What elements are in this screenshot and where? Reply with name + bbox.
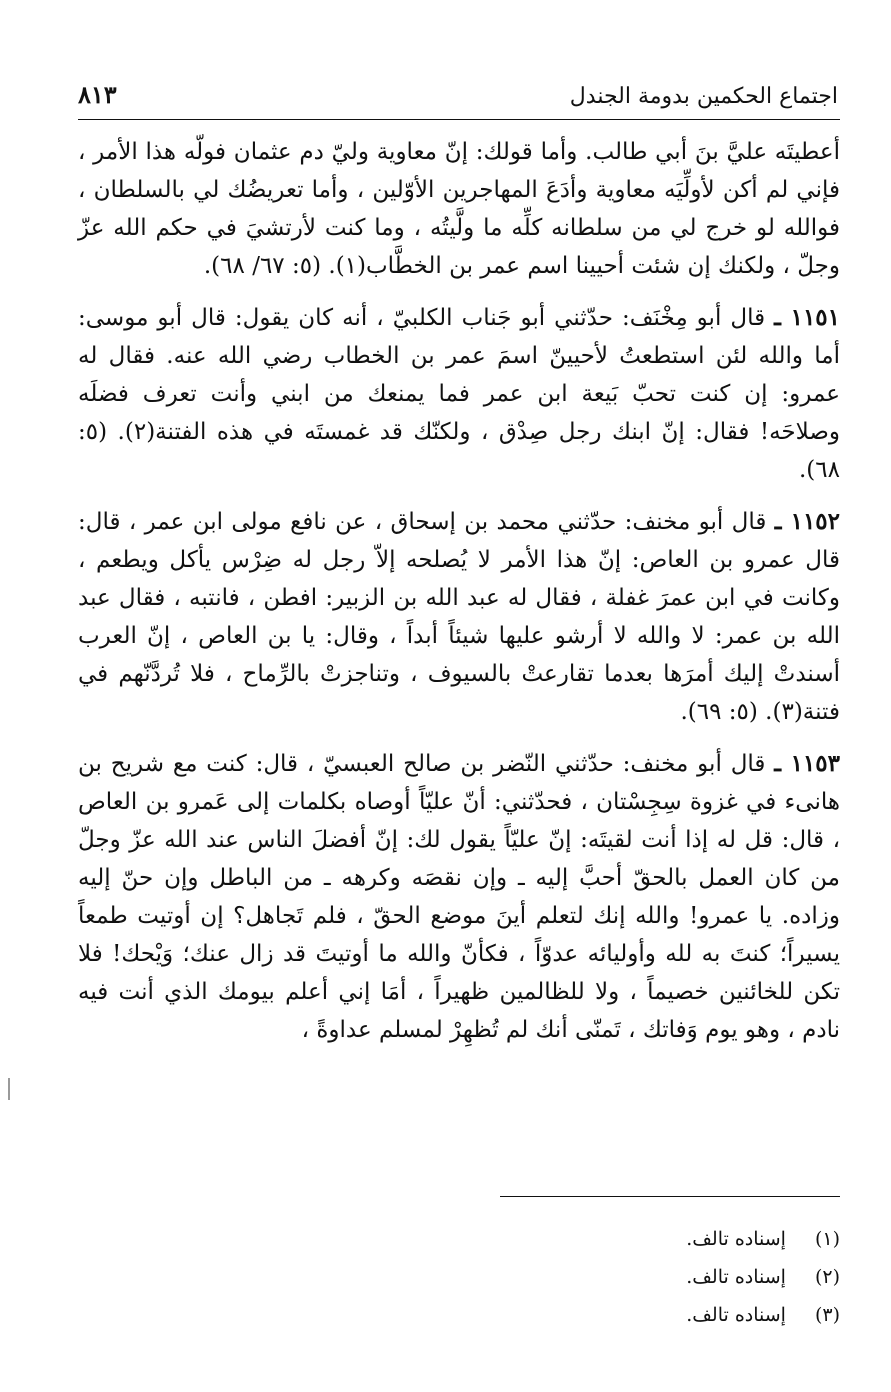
footnote-number: (٢) bbox=[814, 1266, 840, 1288]
page-header bbox=[78, 76, 838, 116]
header-divider bbox=[78, 119, 840, 120]
paragraph-text: قال أبو مِخْنَف: حدّثني أبو جَناب الكلبيّ ، أنه كان يقول: قال أبو موسى: أما والله لئن استطعتُ لأحيينّ اسمَ عمر بن الخطاب رضي الله عنه. فقال له عمرو: إن كنت تحبّ بَيعة ابن عمر فما يمنعك من ابني وأنت تعرف فضلَه وصلاحَه! فقال: إنّ ابنك رجل صِدْق ، ولكنّك قد غمستَه في هذه الفتنة(٢). (٥: ٦٨). bbox=[78, 305, 840, 483]
footnote-text: إسناده تالف. bbox=[686, 1266, 786, 1288]
paragraph-continuation bbox=[78, 133, 840, 285]
footnote bbox=[78, 1220, 840, 1258]
scan-margin-mark bbox=[8, 1078, 10, 1100]
paragraph-number: ١١٥١ ـ bbox=[774, 304, 841, 331]
running-title: اجتماع الحكمين بدومة الجندل bbox=[569, 84, 838, 109]
footnote-text: إسناده تالف. bbox=[686, 1228, 786, 1250]
paragraph-1153 bbox=[78, 745, 840, 1049]
footnote-number: (٣) bbox=[814, 1304, 840, 1326]
paragraph-1152 bbox=[78, 503, 840, 731]
page-number: ٨١٣ bbox=[78, 80, 117, 109]
paragraph-text: قال أبو مخنف: حدّثني محمد بن إسحاق ، عن نافع مولى ابن عمر ، قال: قال عمرو بن العاص: إنّ هذا الأمر لا يُصلحه إلاّ رجل له ضِرْس يأكل ويطعم ، وكانت في ابن عمرَ غفلة ، فقال له عبد الله بن الزبير: افطن ، فانتبه ، فقال عبد الله بن عمر: لا والله لا أرشو عليها شيئاً أبداً ، وقال: يا بن العاص ، إنّ العرب أسندتْ إليك أمرَها بعدما تقارعتْ بالسيوف ، وتناجزتْ بالرِّماح ، فلا تُردَّنّهم في فتنة(٣). (٥: ٦٩). bbox=[78, 509, 840, 725]
paragraph-1151 bbox=[78, 299, 840, 489]
paragraph-text: أعطيتَه عليَّ بنَ أبي طالب. وأما قولك: إنّ معاوية وليّ دم عثمان فولّه هذا الأمر ، فإني لم أكن لأولِّيَه معاوية وأدَعَ المهاجرين الأوّلين ، وأما تعريضُك لي بالسلطان ، فوالله لو خرج لي من سلطانه كلِّه ما ولَّيتُه ، وما كنت لأرتشيَ في حكم الله عزّ وجلّ ، ولكنك إن شئت أحيينا اسم عمر بن الخطَّاب(١). (٥: ٦٧/ ٦٨). bbox=[78, 139, 840, 279]
footnote-number: (١) bbox=[814, 1228, 840, 1250]
paragraph-number: ١١٥٣ ـ bbox=[774, 750, 840, 777]
paragraph-text: قال أبو مخنف: حدّثني النّضر بن صالح العبسيّ ، قال: كنت مع شريح بن هانىء في غزوة سِجِسْتان ، فحدّثني: أنّ عليّاً أوصاه بكلمات إلى عَمرو بن العاص ، قال: قل له إذا أنت لقيتَه: إنّ عليّاً يقول لك: إنّ أفضلَ الناس عند الله عزّ وجلّ من كان العمل بالحقّ أحبَّ إليه ـ وإن نقصَه وكرهه ـ من الباطل وإن حنّ إليه وزاده. يا عمرو! والله إنك لتعلم أينَ موضع الحقّ ، فلم تَجاهل؟ إن أوتيت طمعاً يسيراً؛ كنتَ به لله وأوليائه عدوّاً ، فكأنّ والله ما أوتيتَ قد زال عنك؛ وَيْحك! فلا تكن للخائنين خصيماً ، ولا للظالمين ظهيراً ، أمَا إني أعلم بيومك الذي أنت فيه نادم ، وهو يوم وَفاتك ، تَمنّى أنك لم تُظهِرْ لمسلم عداوةً ، bbox=[78, 751, 840, 1043]
footnote bbox=[78, 1296, 840, 1334]
paragraph-number: ١١٥٢ ـ bbox=[774, 508, 841, 535]
footnotes bbox=[78, 1220, 840, 1334]
footnote bbox=[78, 1258, 840, 1296]
footnote-divider bbox=[500, 1196, 840, 1197]
main-text bbox=[78, 133, 840, 1063]
footnote-text: إسناده تالف. bbox=[686, 1304, 786, 1326]
